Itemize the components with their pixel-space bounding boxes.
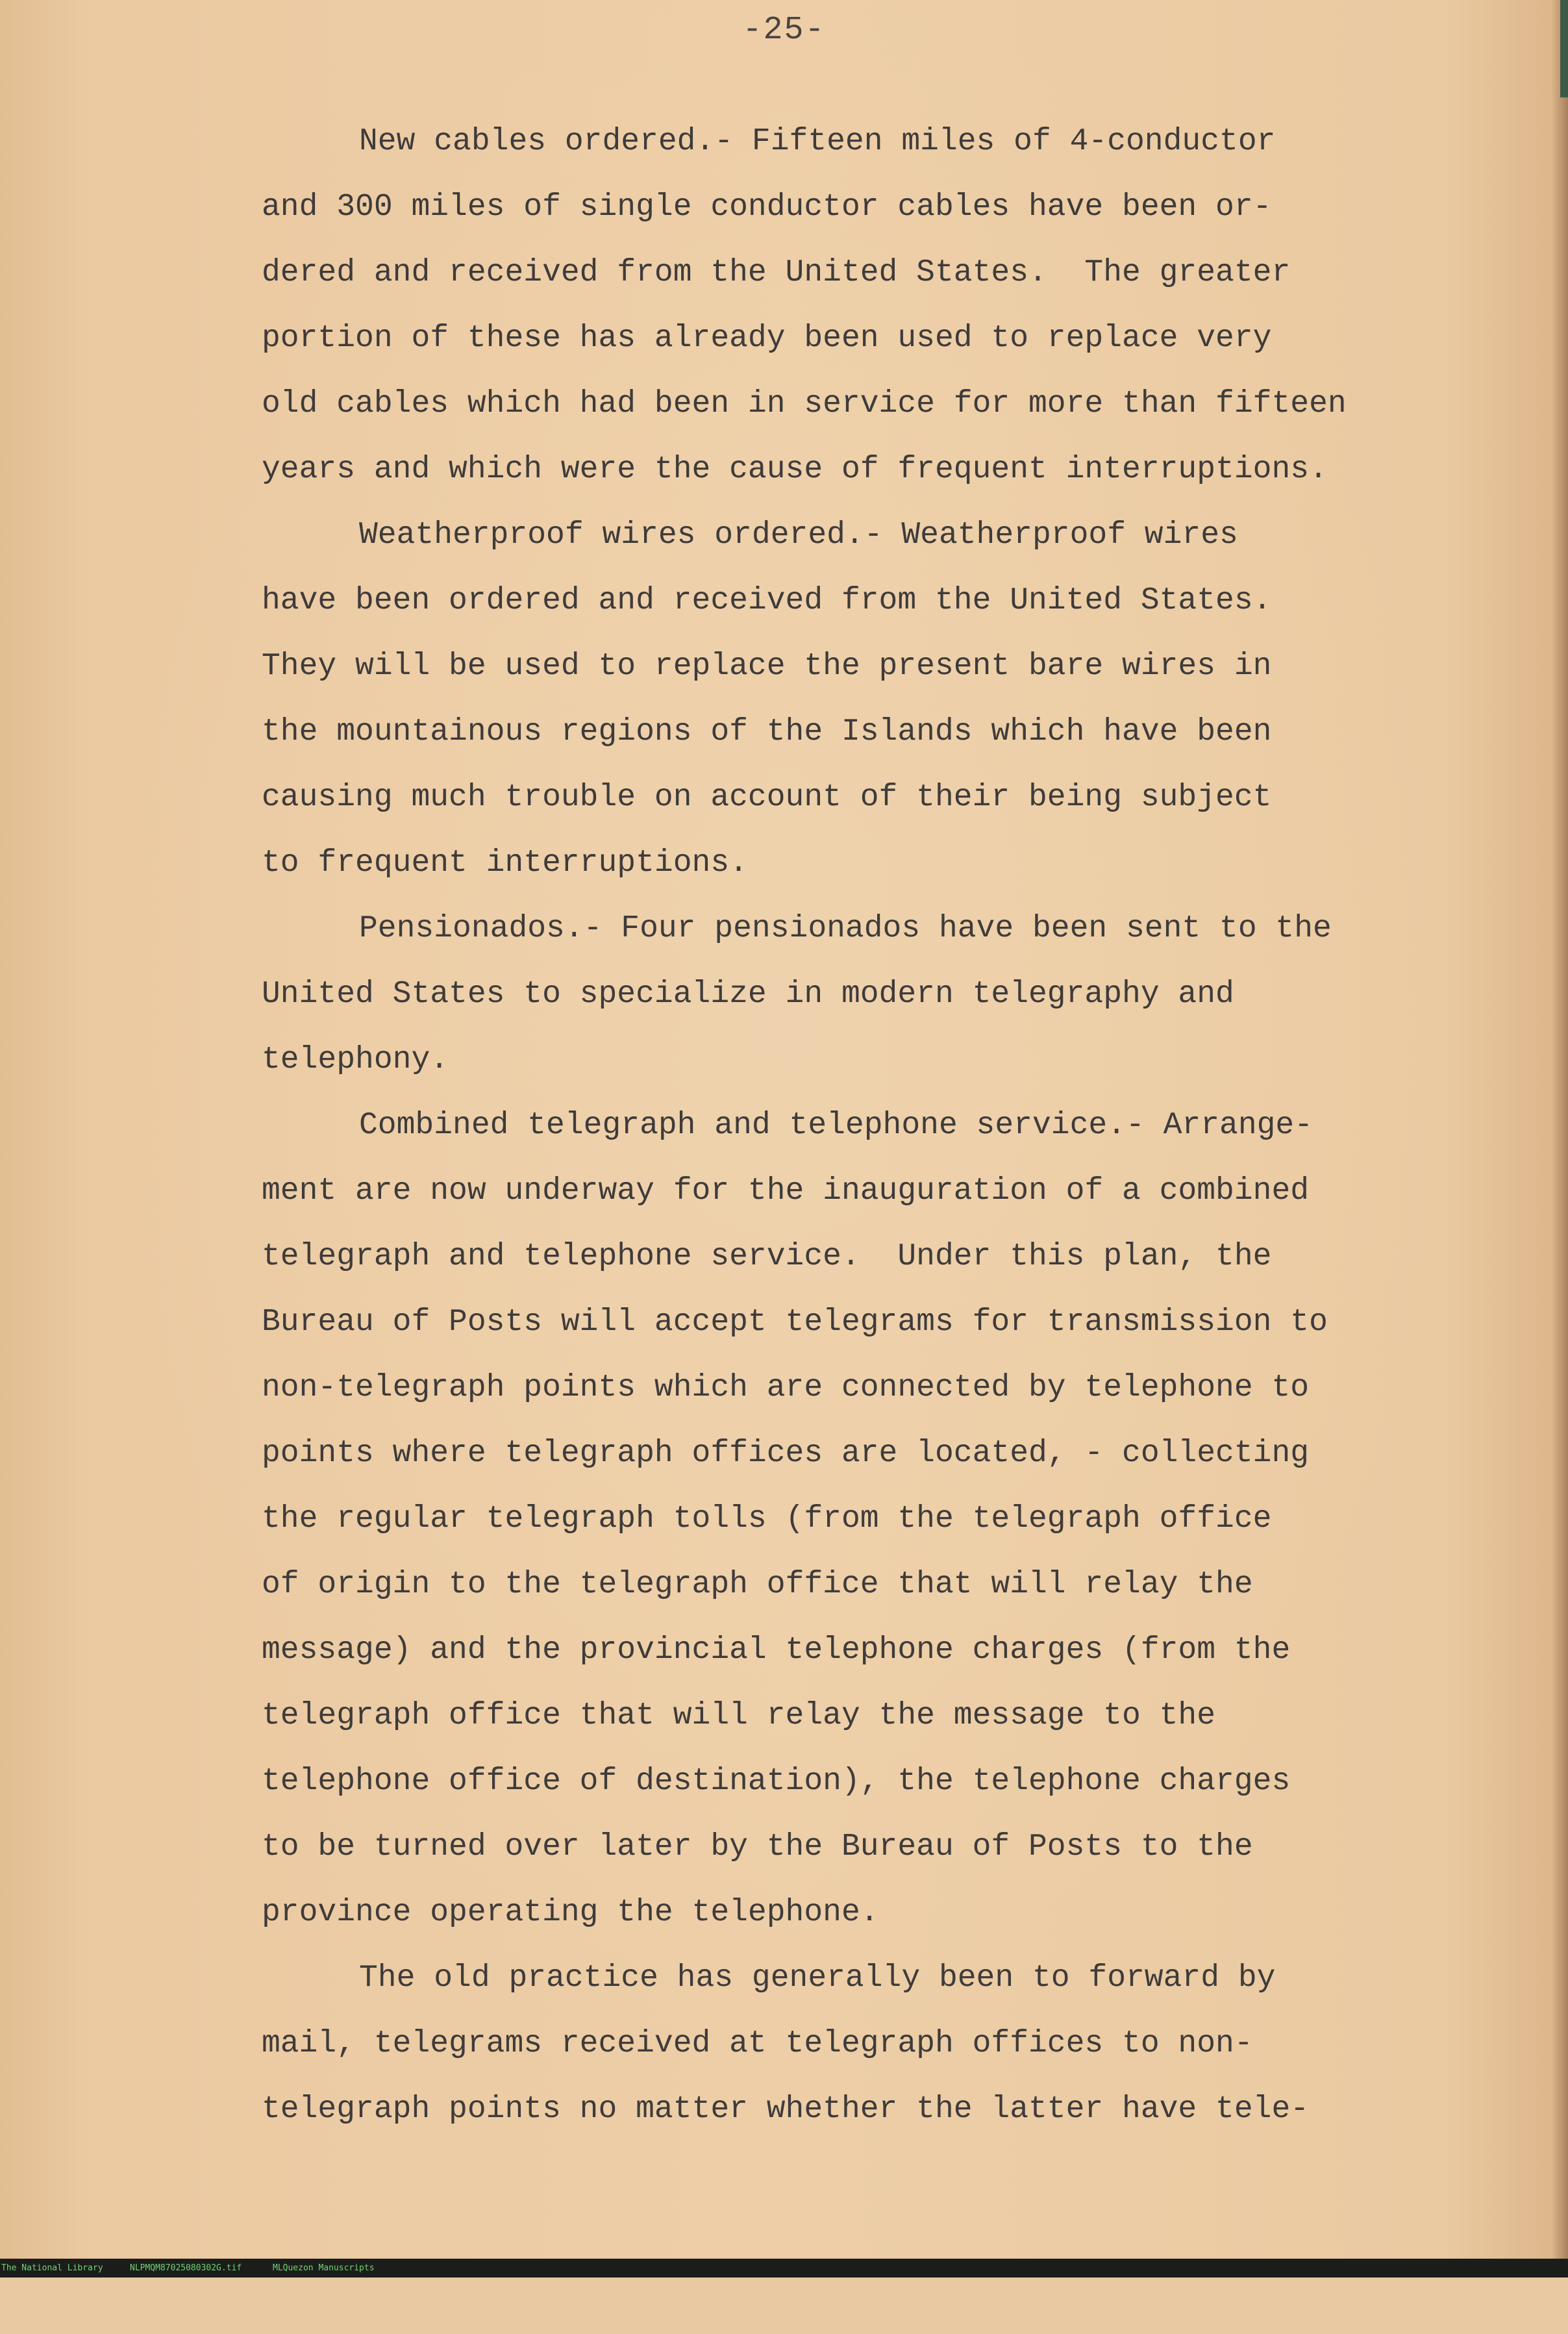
page-number: -25-	[742, 12, 826, 49]
footer-collection: MLQuezon Manuscripts	[273, 2263, 375, 2273]
text-line: Bureau of Posts will accept telegrams for transmission to	[262, 1305, 1328, 1340]
text-line: telegraph and telephone service. Under this plan, the	[262, 1239, 1272, 1274]
text-line: They will be used to replace the present bare wires in	[262, 649, 1272, 684]
text-line: telephony.	[262, 1042, 449, 1077]
text-line: ment are now underway for the inauguration of a combined	[262, 1173, 1310, 1209]
footer-library: The National Library	[1, 2263, 103, 2273]
text-line: The old practice has generally been to forward by	[359, 1961, 1276, 1996]
text-line: province operating the telephone.	[262, 1895, 879, 1930]
text-line: have been ordered and received from the United States.	[262, 583, 1272, 618]
body-text	[262, 109, 1430, 2142]
footer-file: NLPMQM87025080302G.tif	[130, 2263, 242, 2273]
scan-footer	[0, 2259, 1568, 2278]
text-line: Weatherproof wires ordered.- Weatherproof wires	[359, 518, 1238, 553]
text-line: telegraph office that will relay the message to the	[262, 1698, 1216, 1733]
text-line: and 300 miles of single conductor cables have been or-	[262, 190, 1272, 225]
text-line: message) and the provincial telephone charges (from the	[262, 1633, 1291, 1668]
text-line: of origin to the telegraph office that will relay the	[262, 1567, 1253, 1602]
text-line: points where telegraph offices are located, - collecting	[262, 1436, 1310, 1471]
text-line: Pensionados.- Four pensionados have been sent to the	[359, 911, 1332, 946]
text-line: telegraph points no matter whether the latter have tele-	[262, 2092, 1310, 2127]
text-line: dered and received from the United States. The greater	[262, 255, 1291, 290]
text-line: years and which were the cause of frequent interruptions.	[262, 452, 1328, 487]
text-line: Combined telegraph and telephone service.- Arrange-	[359, 1108, 1313, 1143]
text-line: old cables which had been in service for more than fifteen	[262, 386, 1347, 421]
text-line: non-telegraph points which are connected by telephone to	[262, 1370, 1310, 1405]
text-line: United States to specialize in modern telegraphy and	[262, 977, 1234, 1012]
text-line: portion of these has already been used to replace very	[262, 321, 1272, 356]
text-line: the mountainous regions of the Islands which have been	[262, 714, 1272, 749]
text-line: telephone office of destination), the telephone charges	[262, 1764, 1291, 1799]
text-line: causing much trouble on account of their being subject	[262, 780, 1272, 815]
text-line: New cables ordered.- Fifteen miles of 4-conductor	[359, 124, 1276, 159]
text-line: to be turned over later by the Bureau of Posts to the	[262, 1829, 1253, 1864]
text-line: to frequent interruptions.	[262, 846, 748, 881]
text-line: mail, telegrams received at telegraph offices to non-	[262, 2026, 1253, 2061]
text-line: the regular telegraph tolls (from the telegraph office	[262, 1501, 1272, 1537]
page-edge-shadow	[1551, 0, 1568, 2259]
